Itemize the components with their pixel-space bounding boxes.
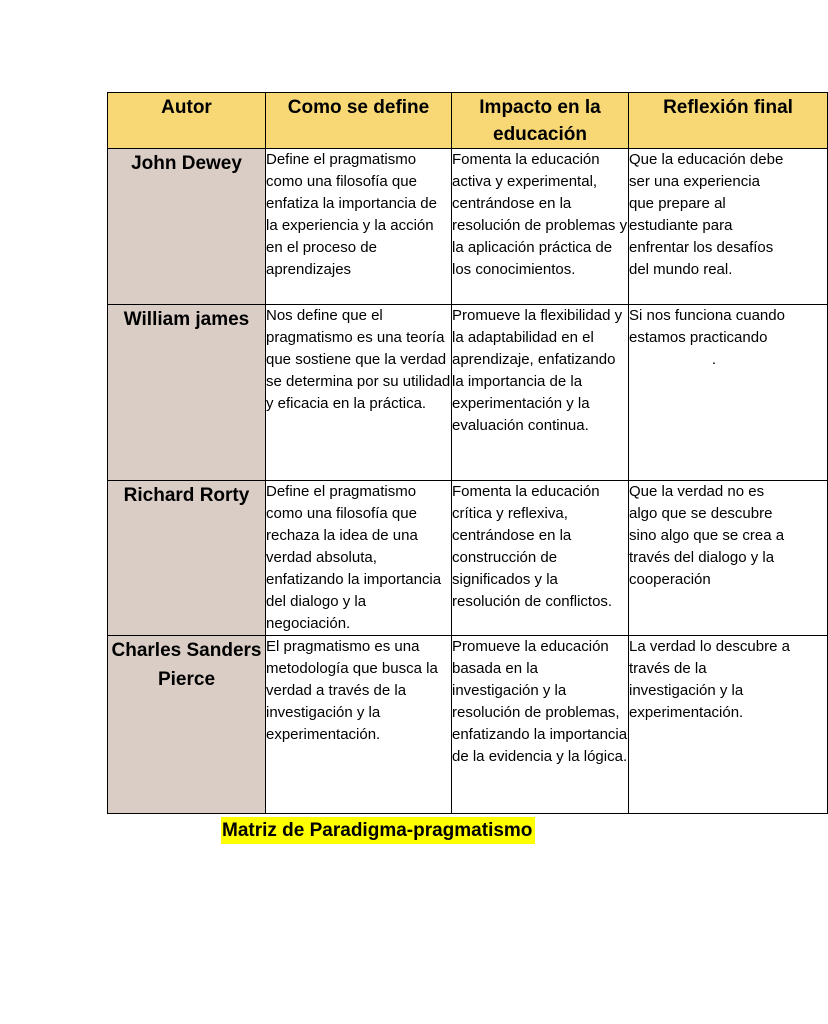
reflection-line: cooperación	[629, 571, 711, 588]
reflection-cell	[629, 305, 828, 481]
reflection-line: través del dialogo y la	[629, 549, 775, 566]
reflection-line: Si nos funciona cuando	[629, 307, 785, 324]
table-row	[108, 305, 828, 481]
author-cell: Richard Rorty	[108, 481, 266, 636]
reflection-line: La verdad lo descubre a	[629, 638, 790, 655]
reflection-line: Que la verdad no es	[629, 483, 765, 500]
author-cell: John Dewey	[108, 149, 266, 305]
table-header-row	[108, 93, 828, 149]
impact-cell: Promueve la flexibilidad y la adaptabilidad en el aprendizaje, enfatizando la importancia de la experimentación y la evaluación continua.	[452, 305, 629, 481]
definition-cell: El pragmatismo es una metodología que busca la verdad a través de la investigación y la experimentación.	[266, 636, 452, 814]
reflection-line: enfrentar los desafíos	[629, 239, 774, 256]
header-author: Autor	[108, 93, 266, 149]
reflection-line: que prepare al	[629, 195, 726, 212]
reflection-line: algo que se descubre	[629, 505, 773, 522]
author-cell: Charles Sanders Pierce	[108, 636, 266, 814]
header-definition: Como se define	[266, 93, 452, 149]
table-row	[108, 481, 828, 636]
reflection-line: .	[711, 351, 717, 368]
definition-cell: Nos define que el pragmatismo es una teoría que sostiene que la verdad se determina por su utilidad y eficacia en la práctica.	[266, 305, 452, 481]
impact-cell: Fomenta la educación crítica y reflexiva, centrándose en la construcción de significados y la resolución de conflictos.	[452, 481, 629, 636]
reflection-line: investigación y la	[629, 682, 744, 699]
reflection-line: Que la educación debe	[629, 151, 784, 168]
reflection-line: sino algo que se crea a	[629, 527, 785, 544]
reflection-line: estudiante para	[629, 217, 733, 234]
paradigm-matrix-table	[107, 92, 828, 814]
definition-cell: Define el pragmatismo como una filosofía que rechaza la idea de una verdad absoluta, enfatizando la importancia del dialogo y la negociación.	[266, 481, 452, 636]
reflection-line: experimentación.	[629, 704, 744, 721]
header-reflection: Reflexión final	[629, 93, 828, 149]
reflection-line: del mundo real.	[629, 261, 733, 278]
definition-cell: Define el pragmatismo como una filosofía que enfatiza la importancia de la experiencia y la acción en el proceso de aprendizajes	[266, 149, 452, 305]
header-impact: Impacto en la educación	[452, 93, 629, 149]
reflection-line: ser una experiencia	[629, 173, 760, 190]
matrix-caption: Matriz de Paradigma-pragmatismo	[221, 817, 535, 844]
reflection-line: través de la	[629, 660, 707, 677]
impact-cell: Fomenta la educación activa y experimental, centrándose en la resolución de problemas y la aplicación práctica de los conocimientos.	[452, 149, 629, 305]
reflection-line: estamos practicando	[629, 329, 768, 346]
reflection-cell	[629, 481, 828, 636]
table-row	[108, 636, 828, 814]
table-row	[108, 149, 828, 305]
reflection-cell	[629, 636, 828, 814]
author-cell: William james	[108, 305, 266, 481]
reflection-cell	[629, 149, 828, 305]
impact-cell: Promueve la educación basada en la investigación y la resolución de problemas, enfatizando la importancia de la evidencia y la lógica.	[452, 636, 629, 814]
